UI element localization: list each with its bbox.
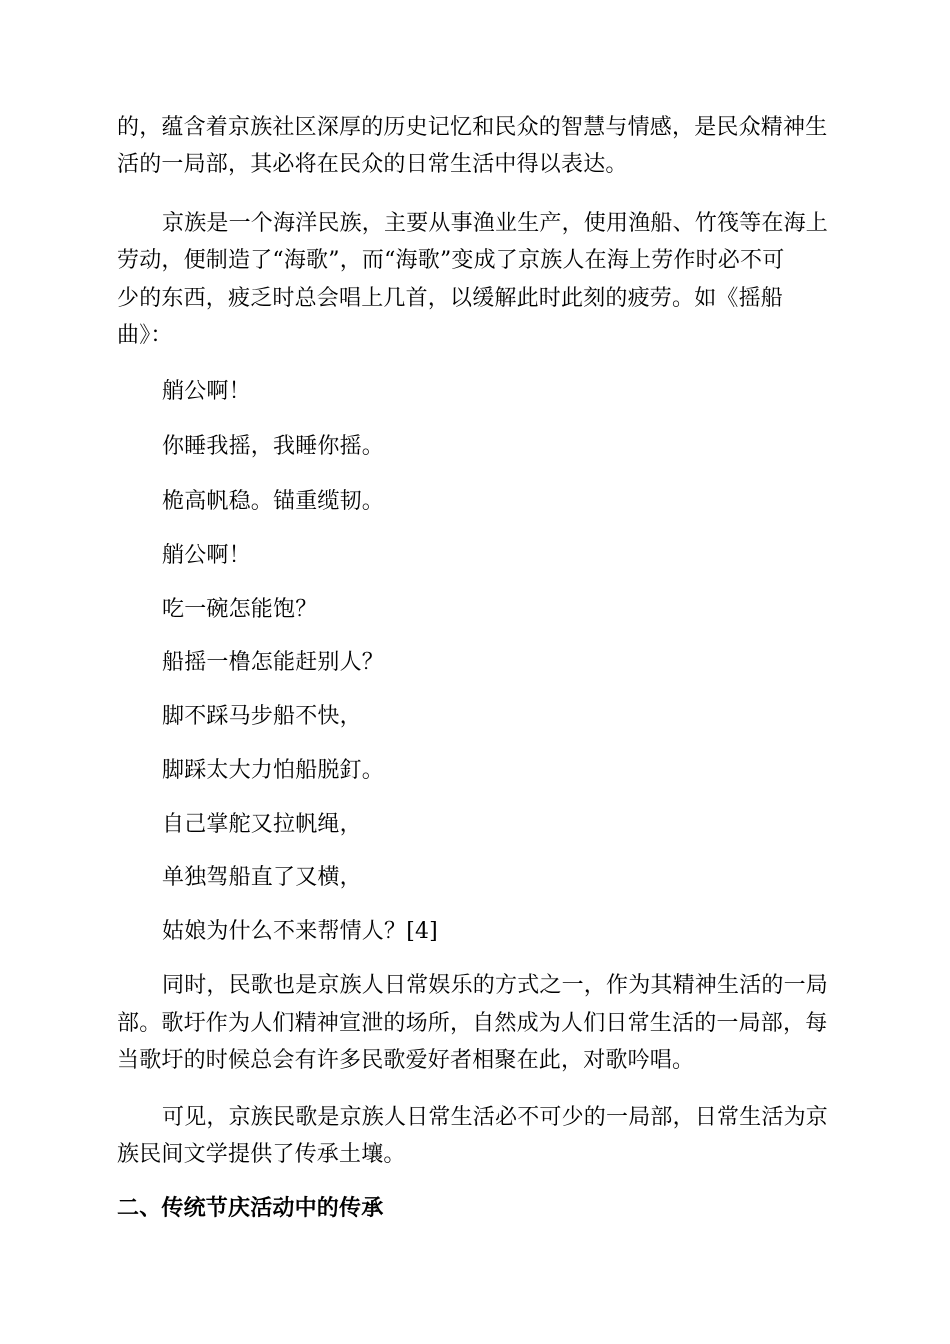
section-heading: 二、传统节庆活动中的传承 <box>117 1196 384 1221</box>
song-line: 姑娘为什么不来帮情人？[4] <box>162 919 438 944</box>
song-line: 脚踩太大力怕船脱釘。 <box>162 758 385 783</box>
song-line: 你睡我摇，我睡你摇。 <box>162 434 385 459</box>
song-line: 艄公啊！ <box>162 543 251 568</box>
song-line: 吃一碗怎能饱？ <box>162 597 318 622</box>
song-line: 艄公啊！ <box>162 379 251 404</box>
paragraph-1-line-2: 活的一局部，其必将在民众的日常生活中得以表达。 <box>117 152 628 177</box>
paragraph-2-line-3: 少的东西，疲乏时总会唱上几首，以缓解此时此刻的疲劳。如《摇船 <box>117 286 784 311</box>
paragraph-4-line-2: 族民间文学提供了传承土壤。 <box>117 1142 406 1167</box>
paragraph-3-line-3: 当歌圩的时候总会有许多民歌爱好者相聚在此，对歌吟唱。 <box>117 1048 695 1073</box>
paragraph-2-line-4: 曲》： <box>117 323 173 348</box>
paragraph-2-line-1: 京族是一个海洋民族，主要从事渔业生产，使用渔船、竹筏等在海上 <box>162 211 829 236</box>
paragraph-3-line-1: 同时，民歌也是京族人日常娱乐的方式之一，作为其精神生活的一局 <box>162 973 829 998</box>
song-line: 船摇一橹怎能赶别人？ <box>162 650 385 675</box>
song-line: 单独驾船直了又横， <box>162 865 362 890</box>
song-line: 自己掌舵又拉帆绳， <box>162 812 362 837</box>
paragraph-2-line-2: 劳动，便制造了“海歌”，而“海歌”变成了京族人在海上劳作时必不可 <box>117 248 785 273</box>
song-line: 桅高帆稳。锚重缆韧。 <box>162 489 385 514</box>
paragraph-1-line-1: 的，蕴含着京族社区深厚的历史记忆和民众的智慧与情感，是民众精神生 <box>117 115 828 140</box>
song-line: 脚不踩马步船不快， <box>162 704 362 729</box>
paragraph-4-line-1: 可见，京族民歌是京族人日常生活必不可少的一局部，日常生活为京 <box>162 1105 829 1130</box>
paragraph-3-line-2: 部。歌圩作为人们精神宣泄的场所，自然成为人们日常生活的一局部，每 <box>117 1011 828 1036</box>
